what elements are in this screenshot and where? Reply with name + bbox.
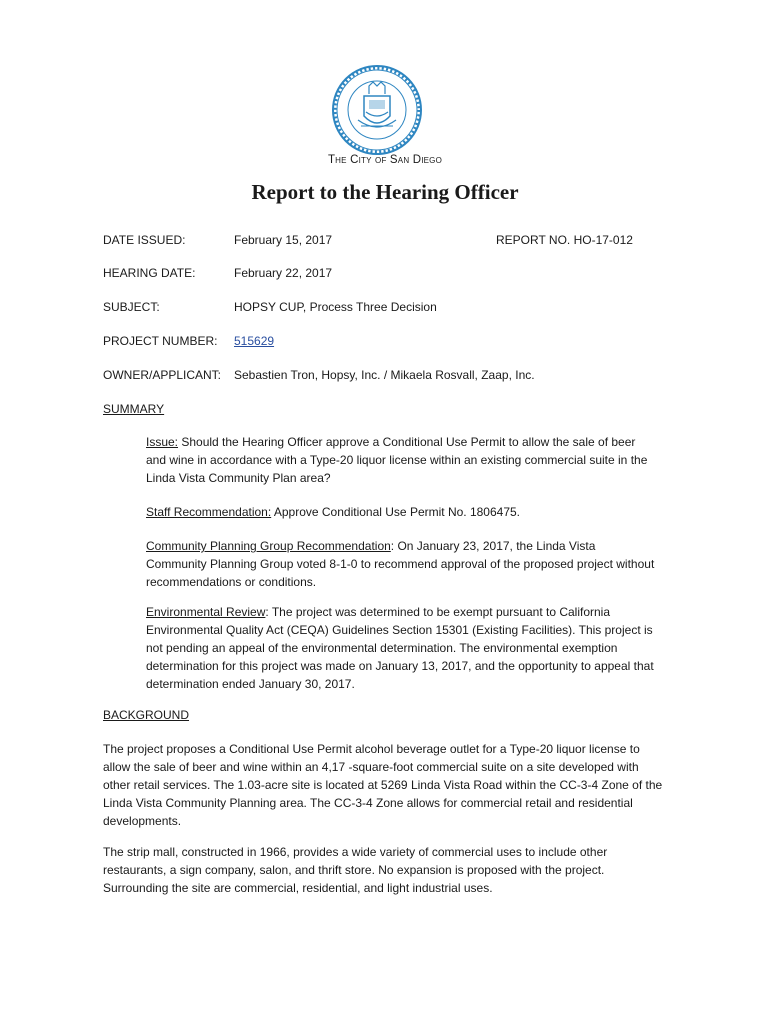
cpg-recommendation-label: Community Planning Group Recommendation (146, 539, 391, 553)
background-paragraph-1: The project proposes a Conditional Use Permit alcohol beverage outlet for a Type-20 liquor license to allow the sale of beer and wine within an 4,17 -square-foot commercial suite on a site developed with other retail services. The 1.03-acre site is located at 5269 Linda Vista Road within the CC-3-4 Zone of the Linda Vista Community Planning area. The CC-3-4 Zone allows for commercial retail and residential developments. (103, 742, 663, 828)
issue-paragraph (146, 433, 656, 487)
hearing-date-value: February 22, 2017 (234, 266, 333, 280)
owner-label: OWNER/APPLICANT: (103, 368, 222, 382)
summary-heading: SUMMARY (103, 402, 165, 416)
hearing-date-label: HEARING DATE: (103, 266, 196, 280)
background-paragraph-2: The strip mall, constructed in 1966, provides a wide variety of commercial uses to include other restaurants, a sign company, salon, and thrift store. No expansion is proposed with the project. Surrounding the site are commercial, residential, and light industrial uses. (103, 845, 608, 895)
city-seal-logo (331, 64, 423, 156)
background-heading: BACKGROUND (103, 708, 190, 722)
city-name: The City of San Diego (327, 154, 443, 166)
project-number-link[interactable]: 515629 (234, 334, 275, 348)
cpg-recommendation-text: : On January 23, 2017, the Linda Vista Community Planning Group voted 8-1-0 to recommend approval of the proposed project without recommendations or conditions. (146, 539, 655, 589)
report-number: REPORT NO. HO-17-012 (496, 233, 633, 247)
date-issued-label: DATE ISSUED: (103, 233, 186, 247)
owner-value: Sebastien Tron, Hopsy, Inc. / Mikaela Rosvall, Zaap, Inc. (234, 368, 535, 382)
issue-label: Issue: (146, 435, 179, 449)
staff-recommendation-label: Staff Recommendation: (146, 505, 272, 519)
subject-label: SUBJECT: (103, 300, 160, 314)
environmental-review-text: : The project was determined to be exempt pursuant to California Environmental Quality Act (CEQA) Guidelines Section 15301 (Existing Facilities). This project is not pending an appeal of the environmental determination. The environmental exemption determination for this project was made on January 13, 2017, and the opportunity to appeal that determination ended January 30, 2017. (146, 605, 654, 691)
cpg-recommendation-paragraph (146, 537, 656, 591)
project-number-label: PROJECT NUMBER: (103, 334, 218, 348)
staff-recommendation-paragraph (146, 503, 656, 521)
environmental-review-label: Environmental Review (146, 605, 266, 619)
page-title: Report to the Hearing Officer (251, 180, 519, 204)
subject-value: HOPSY CUP, Process Three Decision (234, 300, 437, 314)
issue-text: Should the Hearing Officer approve a Conditional Use Permit to allow the sale of beer and wine in accordance with a Type-20 liquor license within an existing commercial suite in the Linda Vista Community Plan area? (146, 435, 648, 485)
staff-recommendation-text: Approve Conditional Use Permit No. 1806475. (271, 505, 520, 519)
environmental-review-paragraph (146, 603, 656, 693)
date-issued-value: February 15, 2017 (234, 233, 333, 247)
